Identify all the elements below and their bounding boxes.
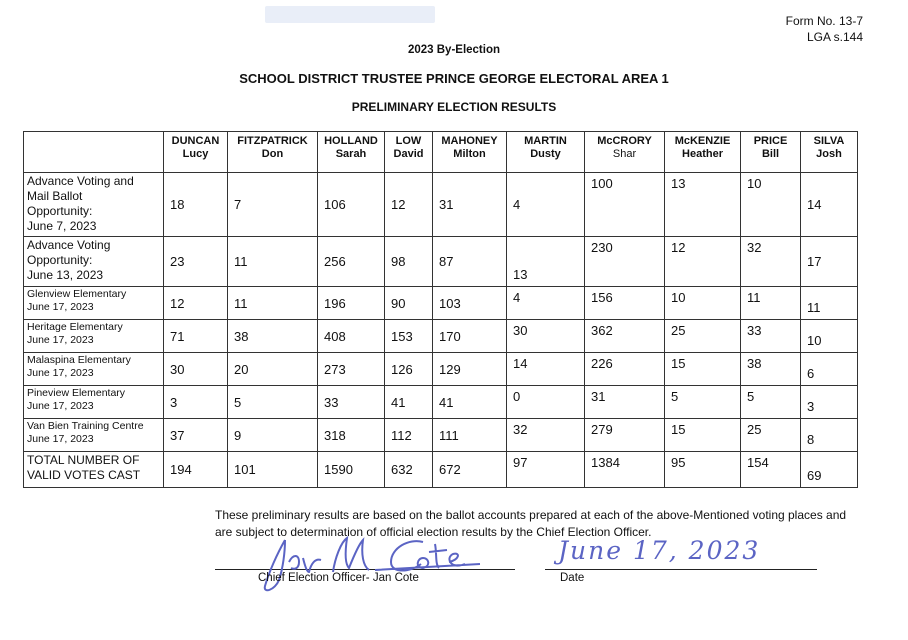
vote-count-cell: 5 xyxy=(665,386,741,419)
vote-count-cell: 5 xyxy=(228,386,318,419)
vote-count-cell: 10 xyxy=(801,320,858,353)
footer-note: These preliminary results are based on the ballot accounts prepared at each of the above-Mentioned voting places and are subject to determination of official election results by the Chief Election Officer. xyxy=(215,508,847,539)
vote-count-cell: 194 xyxy=(164,452,228,488)
vote-count-cell: 33 xyxy=(741,320,801,353)
vote-count-cell: 100 xyxy=(585,173,665,237)
vote-count-cell: 97 xyxy=(507,452,585,488)
table-row xyxy=(24,386,858,419)
vote-count-cell: 9 xyxy=(228,419,318,452)
vote-count-cell: 156 xyxy=(585,287,665,320)
voting-place-label: TOTAL NUMBER OF VALID VOTES CAST xyxy=(24,452,164,488)
form-number-label: Form No. 13-7 xyxy=(785,14,863,28)
vote-count-cell: 672 xyxy=(433,452,507,488)
candidate-header: MARTIN Dusty xyxy=(507,132,585,173)
vote-count-cell: 17 xyxy=(801,237,858,287)
table-row xyxy=(24,287,858,320)
vote-count-cell: 20 xyxy=(228,353,318,386)
vote-count-cell: 32 xyxy=(741,237,801,287)
candidate-header: McCRORY Shar xyxy=(585,132,665,173)
vote-count-cell: 12 xyxy=(385,173,433,237)
candidate-header: McKENZIE Heather xyxy=(665,132,741,173)
vote-count-cell: 32 xyxy=(507,419,585,452)
candidate-header: SILVA Josh xyxy=(801,132,858,173)
voting-place-label: Malaspina Elementary June 17, 2023 xyxy=(24,353,164,386)
election-title: 2023 By-Election xyxy=(407,44,501,56)
date-caption: Date xyxy=(560,572,585,584)
vote-count-cell: 153 xyxy=(385,320,433,353)
candidate-header: MAHONEY Milton xyxy=(433,132,507,173)
table-row xyxy=(24,419,858,452)
vote-count-cell: 38 xyxy=(741,353,801,386)
vote-count-cell: 25 xyxy=(741,419,801,452)
vote-count-cell: 126 xyxy=(385,353,433,386)
vote-count-cell: 362 xyxy=(585,320,665,353)
vote-count-cell: 111 xyxy=(433,419,507,452)
vote-count-cell: 31 xyxy=(433,173,507,237)
vote-count-cell: 0 xyxy=(507,386,585,419)
vote-count-cell: 7 xyxy=(228,173,318,237)
vote-count-cell: 10 xyxy=(741,173,801,237)
vote-count-cell: 318 xyxy=(318,419,385,452)
vote-count-cell: 11 xyxy=(228,237,318,287)
results-title: PRELIMINARY ELECTION RESULTS xyxy=(351,100,557,114)
vote-count-cell: 4 xyxy=(507,287,585,320)
vote-count-cell: 1590 xyxy=(318,452,385,488)
vote-count-cell: 95 xyxy=(665,452,741,488)
vote-count-cell: 256 xyxy=(318,237,385,287)
vote-count-cell: 8 xyxy=(801,419,858,452)
vote-count-cell: 106 xyxy=(318,173,385,237)
vote-count-cell: 6 xyxy=(801,353,858,386)
vote-count-cell: 87 xyxy=(433,237,507,287)
results-table xyxy=(23,131,858,488)
vote-count-cell: 11 xyxy=(228,287,318,320)
vote-count-cell: 69 xyxy=(801,452,858,488)
vote-count-cell: 25 xyxy=(665,320,741,353)
voting-place-label: Heritage Elementary June 17, 2023 xyxy=(24,320,164,353)
vote-count-cell: 41 xyxy=(433,386,507,419)
vote-count-cell: 1384 xyxy=(585,452,665,488)
candidate-header: PRICE Bill xyxy=(741,132,801,173)
header-row xyxy=(24,132,858,173)
vote-count-cell: 196 xyxy=(318,287,385,320)
vote-count-cell: 632 xyxy=(385,452,433,488)
vote-count-cell: 112 xyxy=(385,419,433,452)
vote-count-cell: 38 xyxy=(228,320,318,353)
vote-count-cell: 14 xyxy=(507,353,585,386)
vote-count-cell: 33 xyxy=(318,386,385,419)
vote-count-cell: 11 xyxy=(741,287,801,320)
vote-count-cell: 30 xyxy=(507,320,585,353)
vote-count-cell: 230 xyxy=(585,237,665,287)
vote-count-cell: 4 xyxy=(507,173,585,237)
blurred-header-bar xyxy=(265,6,435,23)
vote-count-cell: 279 xyxy=(585,419,665,452)
vote-count-cell: 3 xyxy=(164,386,228,419)
officer-caption: Chief Election Officer- Jan Cote xyxy=(258,572,419,584)
vote-count-cell: 12 xyxy=(164,287,228,320)
voting-place-label: Advance Voting Opportunity: June 13, 2023 xyxy=(24,237,164,287)
table-row xyxy=(24,452,858,488)
vote-count-cell: 170 xyxy=(433,320,507,353)
vote-count-cell: 273 xyxy=(318,353,385,386)
header-empty-cell xyxy=(24,132,164,173)
voting-place-label: Van Bien Training Centre June 17, 2023 xyxy=(24,419,164,452)
vote-count-cell: 23 xyxy=(164,237,228,287)
vote-count-cell: 31 xyxy=(585,386,665,419)
officer-signature xyxy=(255,528,485,598)
vote-count-cell: 98 xyxy=(385,237,433,287)
vote-count-cell: 90 xyxy=(385,287,433,320)
voting-place-label: Pineview Elementary June 17, 2023 xyxy=(24,386,164,419)
vote-count-cell: 10 xyxy=(665,287,741,320)
vote-count-cell: 11 xyxy=(801,287,858,320)
vote-count-cell: 30 xyxy=(164,353,228,386)
table-row xyxy=(24,353,858,386)
candidate-header: LOW David xyxy=(385,132,433,173)
vote-count-cell: 12 xyxy=(665,237,741,287)
table-row xyxy=(24,173,858,237)
voting-place-label: Advance Voting and Mail Ballot Opportunity: June 7, 2023 xyxy=(24,173,164,237)
vote-count-cell: 37 xyxy=(164,419,228,452)
vote-count-cell: 5 xyxy=(741,386,801,419)
vote-count-cell: 71 xyxy=(164,320,228,353)
candidate-header: DUNCAN Lucy xyxy=(164,132,228,173)
vote-count-cell: 41 xyxy=(385,386,433,419)
voting-place-label: Glenview Elementary June 17, 2023 xyxy=(24,287,164,320)
handwritten-date: June 17, 2023 xyxy=(558,536,761,565)
vote-count-cell: 129 xyxy=(433,353,507,386)
vote-count-cell: 15 xyxy=(665,419,741,452)
vote-count-cell: 13 xyxy=(507,237,585,287)
vote-count-cell: 18 xyxy=(164,173,228,237)
candidate-header: FITZPATRICK Don xyxy=(228,132,318,173)
date-signature-line xyxy=(545,569,817,570)
vote-count-cell: 408 xyxy=(318,320,385,353)
candidate-header: HOLLAND Sarah xyxy=(318,132,385,173)
lga-reference: LGA s.144 xyxy=(806,30,863,44)
vote-count-cell: 226 xyxy=(585,353,665,386)
vote-count-cell: 13 xyxy=(665,173,741,237)
table-row xyxy=(24,320,858,353)
district-title: SCHOOL DISTRICT TRUSTEE PRINCE GEORGE ELECTORAL AREA 1 xyxy=(239,71,669,86)
vote-count-cell: 14 xyxy=(801,173,858,237)
vote-count-cell: 103 xyxy=(433,287,507,320)
vote-count-cell: 15 xyxy=(665,353,741,386)
vote-count-cell: 154 xyxy=(741,452,801,488)
vote-count-cell: 3 xyxy=(801,386,858,419)
table-row xyxy=(24,237,858,287)
vote-count-cell: 101 xyxy=(228,452,318,488)
form-number xyxy=(786,13,863,45)
